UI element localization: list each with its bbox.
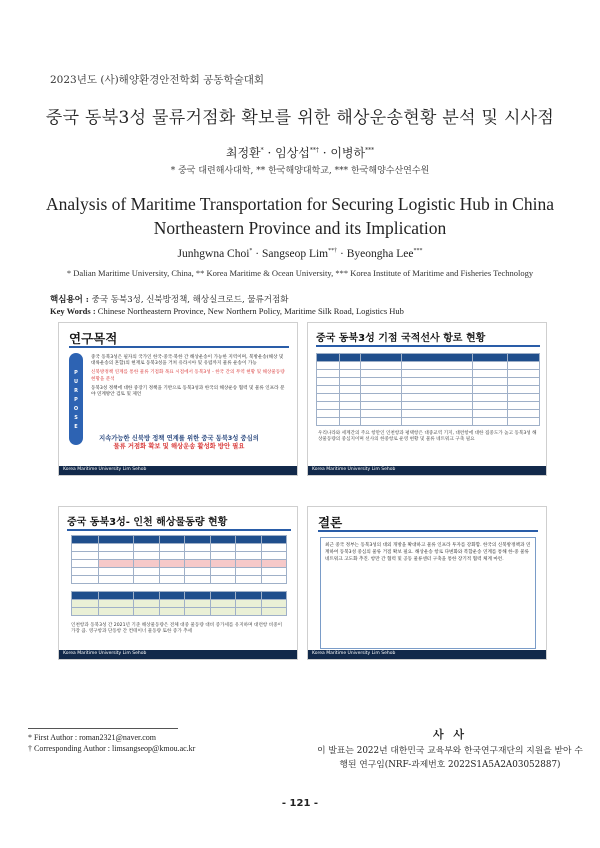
slide3-footer — [59, 650, 297, 659]
slide2-title: 중국 동북3성 기점 국적선사 항로 현황 — [316, 333, 486, 344]
keywords-english-label: Key Words : — [50, 306, 96, 316]
slide-conclusion — [307, 506, 547, 660]
author-a-sup: * — [260, 147, 264, 154]
slide1-body — [91, 355, 287, 398]
slide1-conclusion — [59, 435, 298, 451]
footnote-corresponding-author: † Corresponding Author : limsangseop@kmou.ac.kr — [28, 744, 196, 753]
author-b: · 임상섭 — [263, 146, 310, 160]
slide4-footer-text: Korea Maritime University Lim Sehob — [312, 651, 396, 656]
slide4-title-underline — [318, 530, 538, 532]
keywords-english — [50, 306, 404, 316]
english-title-line1: Analysis of Maritime Transportation for Securing Logistic Hub in China — [46, 194, 554, 214]
page-number: - 121 - — [281, 798, 319, 809]
footnote-rule — [28, 728, 178, 729]
keywords-english-text: Chinese Northeastern Province, New Northern Policy, Maritime Silk Road, Logistics Hub — [95, 306, 404, 316]
footnotes — [28, 732, 195, 754]
author-c-en: · Byeongha Lee — [337, 248, 414, 260]
slide1-title-underline — [69, 346, 289, 348]
slide2-footer-text: Korea Maritime University Lim Sehob — [312, 467, 396, 472]
slide4-body: 최근 중국 정부는 동북3성의 대외 개방을 확대하고 물류 인프라 투자를 강화함. 한국의 신북방정책과 연계하여 동북3성 중심의 물류 거점 확보 필요. 해상운송 항로 다변화와 복합운송 연계를 통해 한-중 물류 네트워크 고도화 추진. 항만 간 협력 및 공동 물류센터 구축을 통한 장기적 협력 체계 마련. — [325, 543, 531, 562]
author-c-sup: *** — [365, 147, 375, 154]
english-title — [20, 192, 580, 240]
cargo-table-bottom — [71, 591, 287, 616]
slide1-conclusion-1: 지속가능한 신북방 정책 연계를 위한 중국 동북3성 중심의 — [99, 435, 259, 442]
footnote-first-author: * First Author : roman2321@naver.com — [28, 733, 157, 742]
author-b-en-sup: **† — [328, 248, 338, 255]
slide3-footer-text: Korea Maritime University Lim Sehob — [63, 651, 147, 656]
acknowledgement-heading: 사 사 — [432, 728, 468, 741]
acknowledgement-body: 이 발표는 2022년 대한민국 교육부와 한국연구재단의 지원을 받아 수행된 연구임(NRF-과제번호 2022S1A5A2A03052887) — [317, 746, 583, 770]
author-b-sup: **† — [309, 147, 319, 154]
author-a-en-sup: * — [249, 248, 253, 255]
slide2-title-underline — [316, 345, 540, 347]
slide3-title: 중국 동북3성- 인천 해상물동량 현황 — [67, 517, 228, 528]
keywords-korean — [50, 293, 288, 305]
slide1-body-2: 신북방정책 연계를 통한 물류 기점화 목표 시점에서 동북3성 - 한국 간의 무역 현황 및 해상물동량 현황을 분석 — [91, 370, 285, 382]
slide1-body-1: 중국 동북3성은 필자의 국가인 한국·중국·북한 간 해상운송이 가능한 지역이며, 북방운송(해상 및 대륙운송의 혼합)의 현재로 동북3성을 거쳐 유라시아 및 유럽까지 물류 운송이 가능 — [91, 355, 284, 367]
conference-header: 2023년도 (사)해양환경안전학회 공동학술대회 — [50, 74, 265, 86]
author-b-en: · Sangseop Lim — [252, 248, 329, 260]
author-c: · 이병하 — [318, 146, 366, 160]
slide4-title: 결론 — [318, 515, 343, 530]
purpose-pill: P U R P O S E — [69, 353, 83, 445]
slide-research-purpose — [58, 322, 298, 476]
slide3-notes: 인천항과 동북3성 간 2021년 기준 해상물동량은 전체 대중 물동량 대비 증가세를 유지하며 대련항 비중이 가장 큼. 영구항과 단동항 간 컨테이너 물동량 또한 증가 추세 — [71, 623, 283, 635]
slide1-title: 연구목적 — [69, 331, 118, 346]
slide1-conclusion-2: 물류 거점화 확보 및 해상운송 활성화 방안 필요 — [113, 443, 245, 450]
slide3-title-underline — [67, 529, 291, 531]
english-title-line2: Northeastern Province and its Implication — [153, 218, 447, 238]
keywords-korean-text: 중국 동북3성, 신북방정책, 해상실크로드, 물류거점화 — [88, 295, 289, 305]
slide4-footer — [308, 650, 546, 659]
korean-affiliation: * 중국 대련해사대학, ** 한국해양대학교, *** 한국해양수산연수원 — [170, 166, 430, 176]
route-table — [316, 353, 540, 426]
slide1-footer — [59, 466, 297, 475]
author-a: 최정환 — [225, 146, 261, 160]
slide1-body-3: 동북3성 정책에 대한 중장기 정책을 기반으로 동북3성과 한국의 해상운송 협력 및 물류 인프라 분야 연계방안 검토 및 제언 — [91, 385, 285, 398]
korean-title: 중국 동북3성 물류거점화 확보를 위한 해상운송현황 분석 및 시사점 — [45, 108, 555, 128]
slide1-footer-text: Korea Maritime University Lim Sehob — [63, 467, 147, 472]
keywords-korean-label: 핵심용어 : — [50, 295, 89, 305]
english-affiliation: * Dalian Maritime University, China, ** Korea Maritime & Ocean University, *** Korea Institute of Maritime and Fisheries Technology — [66, 268, 534, 278]
korean-authors — [0, 144, 600, 161]
english-authors — [0, 248, 600, 260]
author-a-en: Junhgwna Choi — [177, 248, 250, 260]
slide2-footer — [308, 466, 546, 475]
cargo-table-top — [71, 535, 287, 584]
slide4-box — [320, 537, 536, 649]
slide2-notes: 우리나라와 세계간의 주요 항만인 인천항과 평택항은 대중교역 기지, 대련항에 대한 집중도가 높고 동북3성 해상물동량의 중심지이며 선사의 한중항로 운영 현황 및 물류 네트워크 구축 필요 — [318, 431, 537, 443]
slide-shipping-routes — [307, 322, 547, 476]
slide-cargo-volume — [58, 506, 298, 660]
author-c-en-sup: *** — [413, 248, 423, 255]
